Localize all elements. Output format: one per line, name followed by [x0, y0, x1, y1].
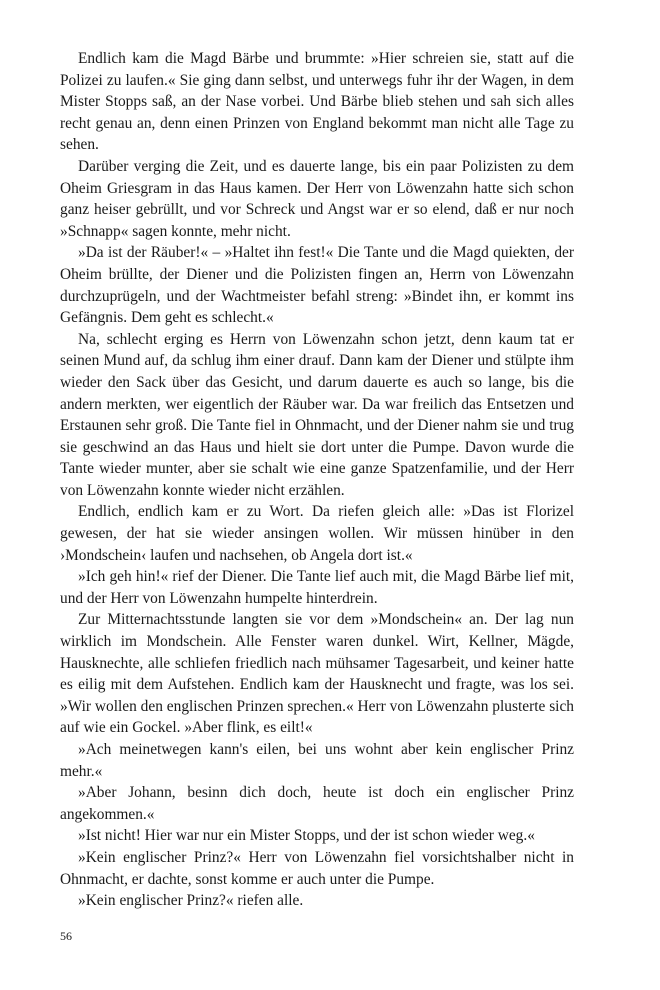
paragraph: Darüber verging die Zeit, und es dauerte lange, bis ein paar Polizisten zu dem Oheim Griesgram in das Haus kamen. Der Herr von Löwenzahn hatte sich schon ganz heiser gebrüllt, und vor Schreck und Angst war er so elend, daß er nur noch »Schnapp« sagen konnte, mehr nicht.: [60, 157, 574, 240]
paragraph: »Ist nicht! Hier war nur ein Mister Stopps, und der ist schon wieder weg.«: [78, 827, 535, 845]
paragraph: »Ach meinetwegen kann's eilen, bei uns wohnt aber kein englischer Prinz mehr.«: [60, 741, 574, 780]
paragraph: Endlich, endlich kam er zu Wort. Da riefen gleich alle: »Das ist Florizel gewesen, der hat sie wieder ansingen wollen. Wir müssen hinüber in den ›Mondschein‹ laufen und nachsehen, ob Angela dort ist.«: [60, 503, 574, 564]
page-number: 56: [60, 929, 72, 943]
paragraph: »Kein englischer Prinz?« riefen alle.: [78, 892, 304, 910]
paragraph: Zur Mitternachtsstunde langten sie vor dem »Mondschein« an. Der lag nun wirklich im Mondschein. Alle Fenster waren dunkel. Wirt, Kellner, Mägde, Hausknechte, alle schliefen friedlich nach mühsamer Tagesarbeit, und keiner hatte es eilig mit dem Aufstehen. Endlich kam der Hausknecht und fragte, was los sei. »Wir wollen den englischen Prinzen sprechen.« Herr von Löwenzahn plusterte sich auf wie ein Gockel. »Aber flink, es eilt!«: [60, 611, 574, 737]
paragraph: »Aber Johann, besinn dich doch, heute ist doch ein englischer Prinz angekommen.«: [60, 784, 574, 823]
paragraph: »Kein englischer Prinz?« Herr von Löwenzahn fiel vorsichtshalber nicht in Ohnmacht, er dachte, sonst komme er auch unter die Pumpe.: [60, 848, 574, 888]
paragraph: »Da ist der Räuber!« – »Haltet ihn fest!« Die Tante und die Magd quiekten, der Oheim brüllte, der Diener und die Polizisten fingen an, Herrn von Löwenzahn durchzuprügeln, und der Wachtmeister befahl streng: »Bindet ihn, er kommt ins Gefängnis. Dem geht es schlecht.«: [60, 244, 574, 327]
body-text: [60, 48, 574, 912]
paragraph: »Ich geh hin!« rief der Diener. Die Tante lief auch mit, die Magd Bärbe lief mit, und der Herr von Löwenzahn humpelte hinterdrein.: [60, 568, 574, 607]
paragraph: Endlich kam die Magd Bärbe und brummte: »Hier schreien sie, statt auf die Polizei zu laufen.« Sie ging dann selbst, und unterwegs fuhr ihr der Wagen, in dem Mister Stopps saß, an der Nase vorbei. Und Bärbe blieb stehen und sah sich alles recht genau an, denn einen Prinzen von England bekommt man nicht alle Tage zu sehen.: [60, 50, 574, 154]
paragraph: Na, schlecht erging es Herrn von Löwenzahn schon jetzt, denn kaum tat er seinen Mund auf, da schlug ihm einer drauf. Dann kam der Diener und stülpte ihm wieder den Sack über das Gesicht, und darum dauerte es auch so lange, bis die andern merkten, wer eigentlich der Räuber war. Da war freilich das Entsetzen und Erstaunen sehr groß. Die Tante fiel in Ohnmacht, und der Diener nahm sie und trug sie geschwind an das Haus und hielt sie dort unter die Pumpe. Davon wurde die Tante wieder munter, aber sie schalt wie eine ganze Spatzenfamilie, und der Herr von Löwenzahn konnte wieder nicht erzählen.: [60, 330, 574, 499]
